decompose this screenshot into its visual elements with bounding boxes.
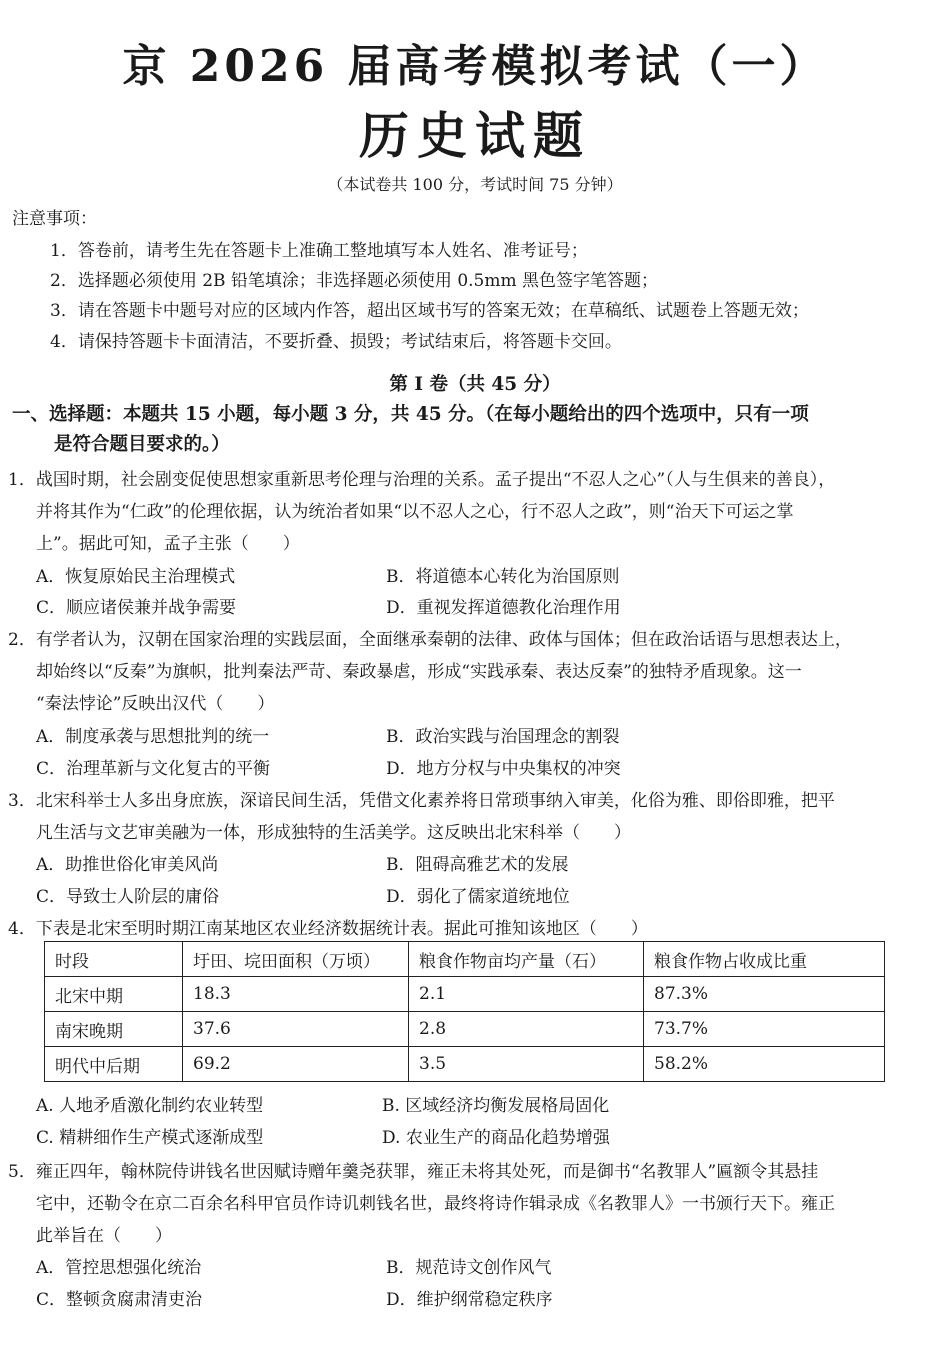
- table-row: [45, 977, 885, 1012]
- question-5-option-b: B．规范诗文创作风气: [386, 1258, 552, 1278]
- table-header-cell: 粮食作物亩均产量（石）: [409, 942, 644, 977]
- question-2-option-b: B．政治实践与治国理念的割裂: [386, 727, 620, 747]
- question-2-text: 2．有学者认为，汉朝在国家治理的实践层面，全面继承秦朝的法律、政体与国体；但在政治话语与思想表达上，: [8, 630, 852, 650]
- note-item: 2．选择题必须使用 2B 铅笔填涂；非选择题必须使用 0.5mm 黑色签字笔答题；: [50, 271, 659, 291]
- table-cell: 明代中后期: [45, 1047, 183, 1082]
- question-1-text: 上”。据此可知，孟子主张（ ）: [36, 534, 300, 554]
- question-4-text: 4．下表是北宋至明时期江南某地区农业经济数据统计表。据此可推知该地区（ ）: [8, 919, 648, 939]
- question-5-option-d: D．维护纲常稳定秩序: [386, 1290, 553, 1310]
- table-cell: 58.2%: [644, 1047, 885, 1082]
- question-5-text: 5．雍正四年，翰林院侍讲钱名世因赋诗赠年羹尧获罪，雍正未将其处死，而是御书“名教罪人”匾额令其悬挂: [8, 1162, 819, 1182]
- table-row: [45, 1012, 885, 1047]
- question-2-text: “秦法悖论”反映出汉代（ ）: [36, 694, 275, 714]
- section-heading-cont: 是符合题目要求的。）: [54, 434, 230, 455]
- question-1-option-c: C．顺应诸侯兼并战争需要: [36, 598, 237, 618]
- question-2-option-d: D．地方分权与中央集权的冲突: [386, 759, 621, 779]
- question-5-option-c: C．整顿贪腐肃清吏治: [36, 1290, 203, 1310]
- question-2-option-a: A．制度承袭与思想批判的统一: [36, 727, 270, 747]
- agri-data-table: [44, 941, 885, 1082]
- question-1-option-b: B．将道德本心转化为治国原则: [386, 567, 620, 587]
- note-item: 1．答卷前，请考生先在答题卡上准确工整地填写本人姓名、准考证号；: [50, 241, 588, 261]
- table-cell: 南宋晚期: [45, 1012, 183, 1047]
- exam-series-title: 京 2026 届高考模拟考试（一）: [122, 41, 828, 92]
- question-1-text: 1．战国时期，社会剧变促使思想家重新思考伦理与治理的关系。孟子提出“不忍人之心”（人与生俱来的善良），: [8, 470, 836, 490]
- note-item: 4．请保持答题卡卡面清洁，不要折叠、损毁；考试结束后，将答题卡交回。: [50, 332, 622, 352]
- question-3-text: 凡生活与文艺审美融为一体，形成独特的生活美学。这反映出北宋科举（ ）: [36, 823, 631, 843]
- question-3-text: 3．北宋科举士人多出身庶族，深谙民间生活，凭借文化素养将日常琐事纳入审美，化俗为雅、即俗即雅，把平: [8, 791, 835, 811]
- notes-heading: 注意事项：: [12, 209, 97, 229]
- question-1-option-a: A．恢复原始民主治理模式: [36, 567, 236, 587]
- question-3-option-d: D．弱化了儒家道统地位: [386, 887, 570, 907]
- table-header-row: [45, 942, 885, 977]
- table-cell: 2.1: [409, 977, 644, 1012]
- table-cell: 3.5: [409, 1047, 644, 1082]
- section-heading: 一、选择题：本题共 15 小题，每小题 3 分，共 45 分。（在每小题给出的四个选项中，只有一项: [12, 404, 809, 425]
- table-cell: 37.6: [183, 1012, 409, 1047]
- table-cell: 18.3: [183, 977, 409, 1012]
- table-cell: 69.2: [183, 1047, 409, 1082]
- part-heading: 第 I 卷（共 45 分）: [389, 374, 561, 395]
- table-cell: 北宋中期: [45, 977, 183, 1012]
- cut-off-exam-header: [0, 0, 950, 92]
- note-item: 3．请在答题卡中题号对应的区域内作答，超出区域书写的答案无效；在草稿纸、试题卷上答题无效；: [50, 301, 809, 321]
- question-4-option-d: D. 农业生产的商品化趋势增强: [382, 1128, 610, 1148]
- exam-info: （本试卷共 100 分，考试时间 75 分钟）: [327, 175, 623, 194]
- question-1-text: 并将其作为“仁政”的伦理依据，认为统治者如果“以不忍人之心，行不忍人之政”，则“治天下可运之掌: [36, 502, 794, 522]
- question-1-option-d: D．重视发挥道德教化治理作用: [386, 598, 621, 618]
- question-2-option-c: C．治理革新与文化复古的平衡: [36, 759, 271, 779]
- question-4-option-b: B. 区域经济均衡发展格局固化: [382, 1096, 610, 1116]
- table-cell: 73.7%: [644, 1012, 885, 1047]
- table-header-cell: 粮食作物占收成比重: [644, 942, 885, 977]
- question-5-text: 宅中，还勒令在京二百余名科甲官员作诗讥刺钱名世，最终将诗作辑录成《名教罪人》一书颁行天下。雍正: [36, 1194, 835, 1214]
- table-row: [45, 1047, 885, 1082]
- question-5-option-a: A．管控思想强化统治: [36, 1258, 202, 1278]
- question-4-option-c: C. 精耕细作生产模式逐渐成型: [36, 1128, 264, 1148]
- table-cell: 2.8: [409, 1012, 644, 1047]
- question-4-option-a: A. 人地矛盾激化制约农业转型: [36, 1096, 264, 1116]
- table-header-cell: 圩田、垸田面积（万顷）: [183, 942, 409, 977]
- question-5-text: 此举旨在（ ）: [36, 1226, 172, 1246]
- table-cell: 87.3%: [644, 977, 885, 1012]
- question-3-option-a: A．助推世俗化审美风尚: [36, 855, 219, 875]
- question-3-option-c: C．导致士人阶层的庸俗: [36, 887, 220, 907]
- page-title: 历史试题: [359, 106, 591, 165]
- question-3-option-b: B．阻碍高雅艺术的发展: [386, 855, 569, 875]
- question-2-text: 却始终以“反秦”为旗帜，批判秦法严苛、秦政暴虐，形成“实践承秦、表达反秦”的独特矛盾现象。这一: [36, 662, 802, 682]
- table-header-cell: 时段: [45, 942, 183, 977]
